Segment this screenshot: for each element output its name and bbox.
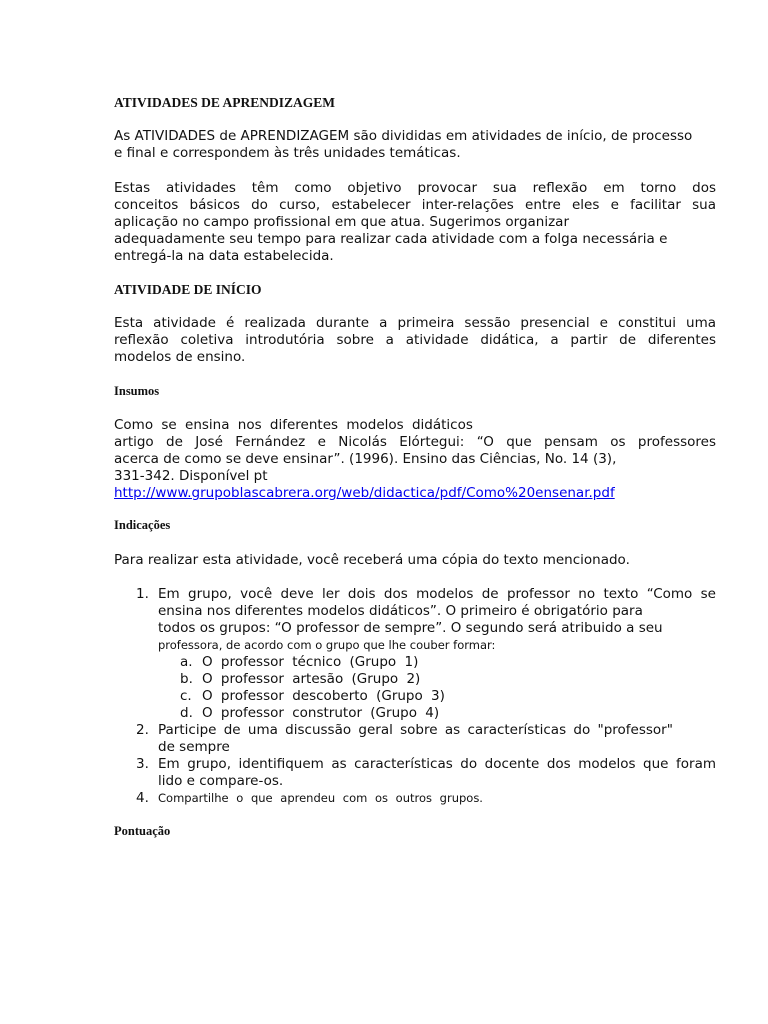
intro-paragraph (114, 128, 716, 162)
article-link[interactable]: http://www.grupoblascabrera.org/web/didactica/pdf/Como%20ensenar.pdf (114, 485, 615, 501)
list-item (158, 654, 716, 671)
intro-line: As ATIVIDADES de APRENDIZAGEM são divididas em atividades de início, de processo (114, 128, 693, 144)
list-item (158, 688, 716, 705)
list-item (114, 586, 716, 722)
insumos-available-label: Disponível (179, 468, 250, 484)
insumos-block (114, 417, 716, 502)
step-line: ensina nos diferentes modelos didáticos”. O primeiro é obrigatório para (158, 603, 643, 619)
step-line: de sempre (158, 739, 230, 755)
step-line: professora, de acordo com o grupo que lhe couber formar: (158, 638, 496, 652)
inicio-line: Esta atividade é realizada durante a primeira sessão presencial e constitui uma (114, 315, 716, 331)
sub-text: O professor descoberto (Grupo 3) (202, 688, 445, 704)
objective-line: adequadamente seu tempo para realizar cada atividade com a folga necessária e (114, 231, 668, 247)
sub-text: O professor técnico (Grupo 1) (202, 654, 419, 670)
sub-text: O professor construtor (Grupo 4) (202, 705, 440, 721)
step-number: 3. (136, 756, 149, 772)
inicio-line: modelos de ensino. (114, 349, 246, 365)
inicio-heading: ATIVIDADE DE INÍCIO (114, 282, 262, 297)
step-number: 2. (136, 722, 149, 738)
intro-line: e final e correspondem às três unidades temáticas. (114, 145, 461, 161)
insumos-language: pt (253, 468, 268, 484)
sub-letter: c. (180, 688, 192, 704)
insumos-line: artigo de José Fernández e Nicolás Elórtegui: “O que pensam os professores (114, 434, 716, 450)
insumos-heading: Insumos (114, 384, 160, 398)
steps-list (114, 586, 716, 807)
indicacoes-heading: Indicações (114, 518, 171, 532)
step-line: Em grupo, você deve ler dois dos modelos de professor no texto “Como se (158, 586, 716, 602)
list-item (114, 790, 716, 807)
insumos-title: Como se ensina nos diferentes modelos didáticos (114, 417, 473, 433)
inicio-paragraph (114, 315, 716, 366)
step-line: Em grupo, identifiquem as características do docente dos modelos que foram (158, 756, 716, 772)
indicacoes-intro-line: Para realizar esta atividade, você receberá uma cópia do texto mencionado. (114, 552, 630, 568)
group-sublist (158, 654, 716, 722)
sub-letter: d. (180, 705, 193, 721)
objective-paragraph (114, 180, 716, 265)
pontuacao-heading: Pontuação (114, 824, 171, 838)
insumos-pages: 331-342. (114, 468, 175, 484)
step-line: todos os grupos: “O professor de sempre”. O segundo será atribuido a seu (158, 620, 663, 636)
list-item (158, 705, 716, 722)
objective-line: Estas atividades têm como objetivo provocar sua reflexão em torno dos (114, 180, 716, 196)
inicio-line: reflexão coletiva introdutória sobre a atividade didática, a partir de diferentes (114, 332, 716, 348)
objective-line: entregá-la na data estabelecida. (114, 248, 334, 264)
sub-letter: a. (180, 654, 193, 670)
objective-line: conceitos básicos do curso, estabelecer inter-relações entre eles e facilitar sua (114, 197, 716, 213)
step-line: Participe de uma discussão geral sobre as características do "professor" (158, 722, 673, 738)
sub-text: O professor artesão (Grupo 2) (202, 671, 421, 687)
step-number: 1. (136, 586, 149, 602)
insumos-availability-row (114, 468, 655, 485)
step-number: 4. (136, 790, 149, 806)
list-item (158, 671, 716, 688)
objective-line: aplicação no campo profissional em que atua. Sugerimos organizar (114, 214, 570, 230)
list-item (114, 722, 716, 756)
step-line: Compartilhe o que aprendeu com os outros grupos. (158, 791, 483, 805)
sub-letter: b. (180, 671, 193, 687)
list-item (114, 756, 716, 790)
main-heading: ATIVIDADES DE APRENDIZAGEM (114, 95, 336, 110)
insumos-line: acerca de como se deve ensinar”. (1996). Ensino das Ciências, No. 14 (3), (114, 451, 617, 467)
indicacoes-intro (114, 552, 716, 569)
step-line: lido e compare-os. (158, 773, 284, 789)
